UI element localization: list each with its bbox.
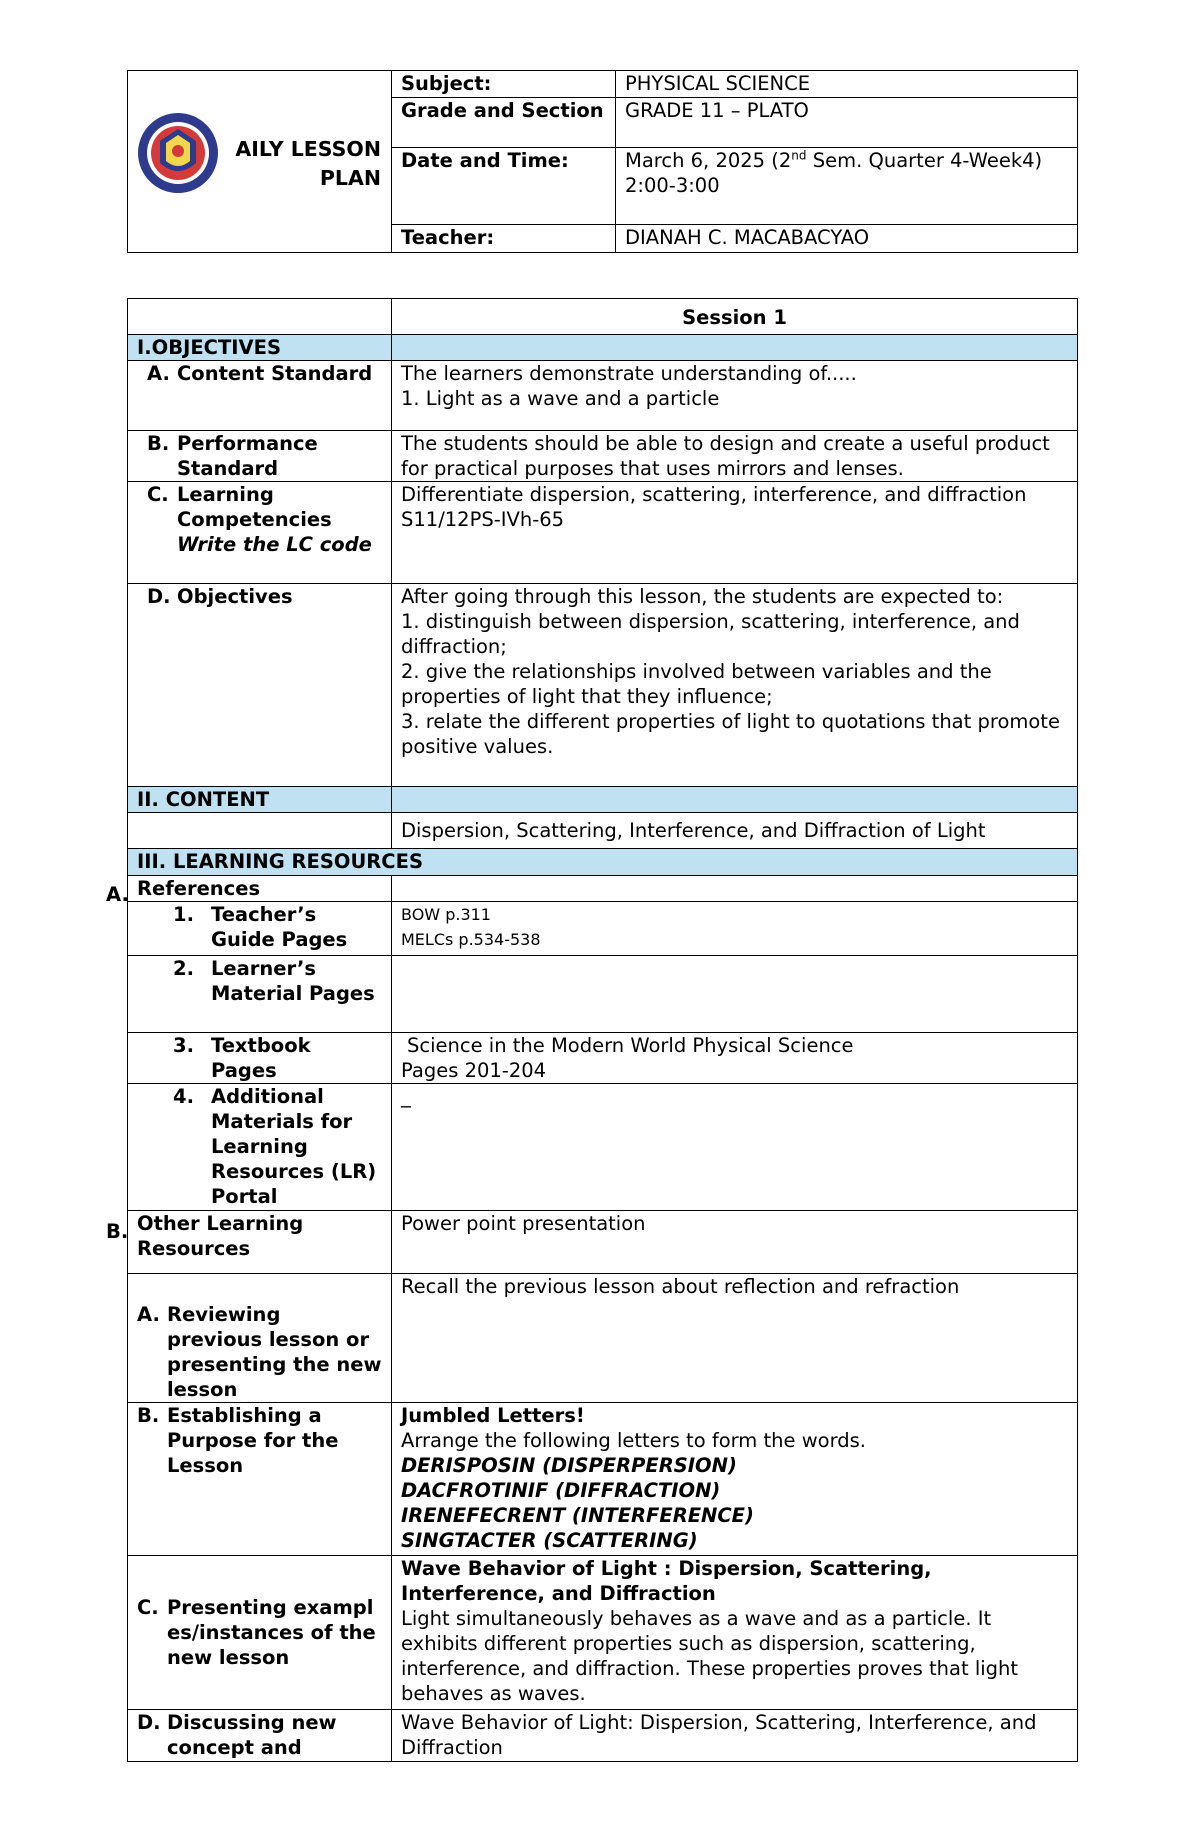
deped-seal-icon	[136, 111, 220, 195]
objectives-text: After going through this lesson, the students are expected to: 1. distinguish between dispersion, scattering, interference, and diffraction; 2. give the relationships involved between variables and the properties of light that they influence; 3. relate the different properties of light to quotations that promote positive values.	[392, 584, 1078, 787]
presenting-text: Wave Behavior of Light : Dispersion, Scattering, Interference, and Diffraction Light simultaneously behaves as a wave and as a particle. It exhibits different properties such as dispersion, scattering, interference, and diffraction. These properties proves that light behaves as waves.	[392, 1556, 1078, 1710]
document-title: AILY LESSON PLAN	[235, 137, 381, 190]
grade-section-value: GRADE 11 – PLATO	[616, 98, 1078, 148]
objectives-header-blank	[392, 335, 1078, 361]
content-standard-text: The learners demonstrate understanding of..... 1. Light as a wave and a particle	[392, 361, 1078, 431]
ref-item-textbook-value: Science in the Modern World Physical Science Pages 201-204	[392, 1033, 1078, 1084]
learning-competencies-text: Differentiate dispersion, scattering, interference, and diffraction S11/12PS-IVh-65	[392, 482, 1078, 584]
header-table	[127, 70, 1078, 253]
grade-section-label: Grade and Section	[392, 98, 616, 148]
other-resources-text: Power point presentation	[392, 1211, 1078, 1274]
logo-cell	[128, 71, 392, 253]
discussing-text: Wave Behavior of Light: Dispersion, Scattering, Interference, and Diffraction	[392, 1710, 1078, 1762]
learning-competencies-label: C. Learning Competencies Write the LC code	[128, 482, 392, 584]
subject-label: Subject:	[392, 71, 616, 98]
discussing-label: D. Discussing new concept and	[128, 1710, 392, 1762]
content-header: II. CONTENT	[128, 787, 392, 813]
references-label: References	[128, 876, 392, 902]
ref-item-additional-materials: 4. Additional Materials for Learning Resources (LR) Portal	[128, 1084, 392, 1211]
performance-standard-label: B. Performance Standard	[128, 431, 392, 482]
margin-letter-a: A.	[106, 883, 129, 906]
session-blank	[128, 299, 392, 335]
ref-item-teachers-guide-value: BOW p.311 MELCs p.534-538	[392, 902, 1078, 956]
objectives-header: I.OBJECTIVES	[128, 335, 392, 361]
establishing-label: B. Establishing a Purpose for the Lesson	[128, 1403, 392, 1556]
performance-standard-text: The students should be able to design and create a useful product for practical purposes that uses mirrors and lenses.	[392, 431, 1078, 482]
lesson-plan-table	[127, 298, 1078, 1762]
content-standard-label: A. Content Standard	[128, 361, 392, 431]
content-header-blank	[392, 787, 1078, 813]
references-blank	[392, 876, 1078, 902]
reviewing-text: Recall the previous lesson about reflection and refraction	[392, 1274, 1078, 1403]
content-blank	[128, 813, 392, 849]
subject-value: PHYSICAL SCIENCE	[616, 71, 1078, 98]
presenting-label: C. Presenting examples/instances of the new lesson	[128, 1556, 392, 1710]
session-title: Session 1	[392, 299, 1078, 335]
other-resources-label: Other Learning Resources	[128, 1211, 392, 1274]
resources-header: III. LEARNING RESOURCES	[128, 849, 1078, 876]
ref-item-textbook: 3. Textbook Pages	[128, 1033, 392, 1084]
teacher-value: DIANAH C. MACABACYAO	[616, 225, 1078, 253]
ref-item-additional-materials-value: _	[392, 1084, 1078, 1211]
date-time-label: Date and Time:	[392, 148, 616, 225]
ref-item-learners-material-value	[392, 956, 1078, 1033]
objectives-label: D. Objectives	[128, 584, 392, 787]
ref-item-learners-material: 2. Learner’s Material Pages	[128, 956, 392, 1033]
content-text: Dispersion, Scattering, Interference, and Diffraction of Light	[392, 813, 1078, 849]
establishing-text: Jumbled Letters! Arrange the following letters to form the words. DERISPOSIN (DISPERPERSION) DACFROTINIF (DIFFRACTION) IRENEFECRENT (INTERFERENCE) SINGTACTER (SCATTERING)	[392, 1403, 1078, 1556]
date-time-value: March 6, 2025 (2nd Sem. Quarter 4-Week4) 2:00-3:00	[616, 148, 1078, 225]
teacher-label: Teacher:	[392, 225, 616, 253]
ref-item-teachers-guide: 1. Teacher’s Guide Pages	[128, 902, 392, 956]
margin-letter-b: B.	[106, 1220, 129, 1243]
reviewing-label: A. Reviewing previous lesson or presenting the new lesson	[128, 1274, 392, 1403]
